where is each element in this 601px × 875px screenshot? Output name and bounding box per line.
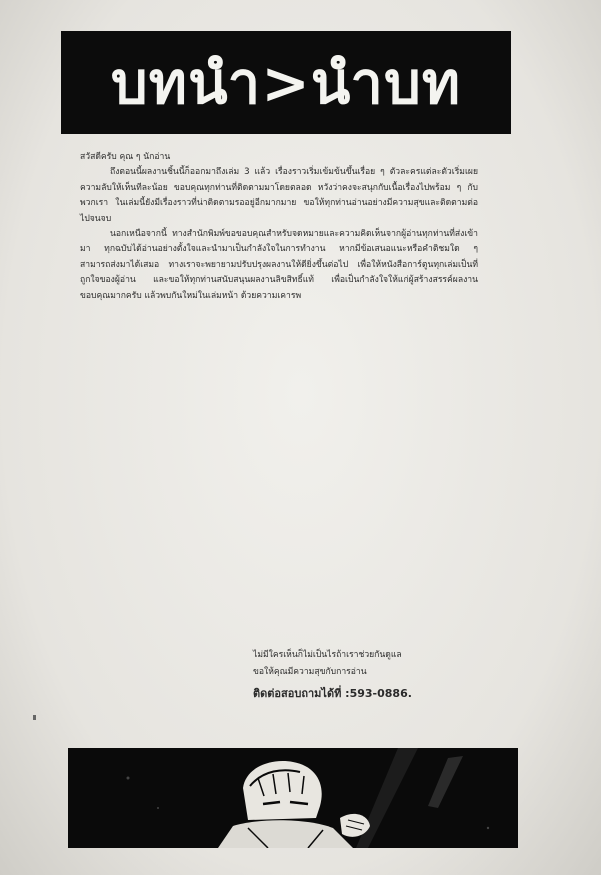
contact-phone: ติดต่อสอบถามได้ที่ :593-0886. xyxy=(253,687,412,700)
contact-line: ไม่มีใครเห็นก็ไม่เป็นไรถ้าเราช่วยกันดูแล xyxy=(253,650,402,660)
manga-panel-illustration xyxy=(68,748,518,848)
letter-body xyxy=(80,150,478,304)
letter-greeting: สวัสดีครับ คุณ ๆ นักอ่าน xyxy=(80,152,171,162)
contact-block xyxy=(253,647,503,702)
title-banner xyxy=(61,31,511,134)
manga-character-icon xyxy=(68,748,518,848)
letter-paragraph: ถึงตอนนี้ผลงานชิ้นนี้ก็ออกมาถึงเล่ม 3 แล้ว เรื่องราวเริ่มเข้มข้นขึ้นเรื่อย ๆ ตัวละครแต่ละตัวเริ่มเผยความลับให้เห็นทีละน้อย ขอบคุณทุกท่านที่ติดตามมาโดยตลอด หวังว่าคงจะสนุกกับเนื้อเรื่องไปพร้อม ๆ กับพวกเรา ในเล่มนี้ยังมีเรื่องราวที่น่าติดตามรออยู่อีกมากมาย ขอให้ทุกท่านอ่านอย่างมีความสุขและติดตามต่อไปจนจบ xyxy=(80,167,478,224)
print-speck xyxy=(33,715,36,720)
contact-line: ขอให้คุณมีความสุขกับการอ่าน xyxy=(253,667,367,677)
page-title: บทนำ>นำบท xyxy=(110,49,462,117)
letter-paragraph: นอกเหนือจากนี้ ทางสำนักพิมพ์ขอขอบคุณสำหรับจดหมายและความคิดเห็นจากผู้อ่านทุกท่านที่ส่งเข้ามา ทุกฉบับได้อ่านอย่างตั้งใจและนำมาเป็นกำลังใจในการทำงาน หากมีข้อเสนอแนะหรือคำติชมใด ๆ สามารถส่งมาได้เสมอ ทางเราจะพยายามปรับปรุงผลงานให้ดียิ่งขึ้นต่อไป เพื่อให้หนังสือการ์ตูนทุกเล่มเป็นที่ถูกใจของผู้อ่าน และขอให้ทุกท่านสนับสนุนผลงานลิขสิทธิ์แท้ เพื่อเป็นกำลังใจให้แก่ผู้สร้างสรรค์ผลงาน ขอบคุณมากครับ แล้วพบกันใหม่ในเล่มหน้า ด้วยความเคารพ xyxy=(80,229,478,301)
